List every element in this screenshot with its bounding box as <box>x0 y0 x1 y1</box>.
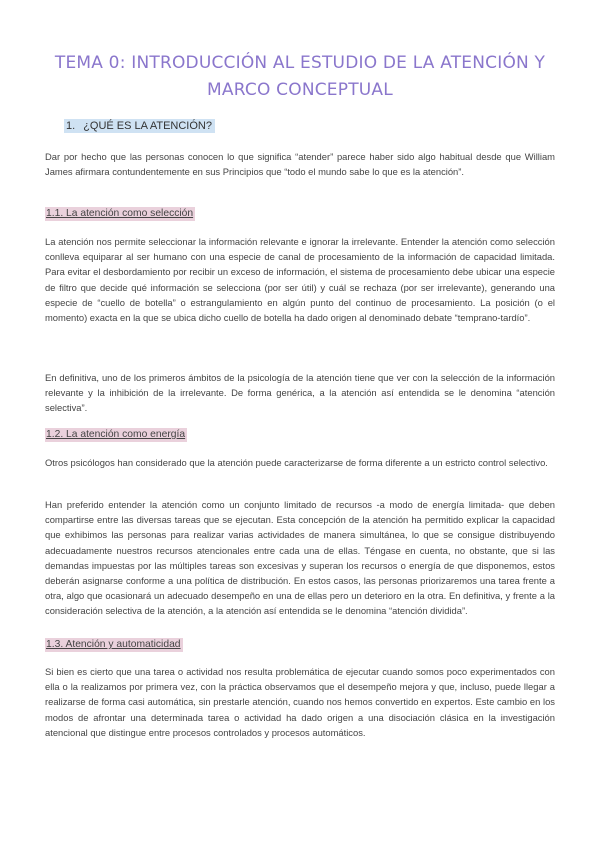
paragraph-seleccion-2: En definitiva, uno de los primeros ámbitos de la psicología de la atención tiene que ver con la selección de la información relevante y la inhibición de la irrelevante. De forma genérica, a la atención así entendida se le denomina “atención selectiva”. <box>45 372 555 414</box>
intro-paragraph: Dar por hecho que las personas conocen lo que significa “atender” parece haber sido algo habitual desde que William James afirmara contundentemente en sus Principios que “todo el mundo sabe lo que es la atención”. <box>45 151 555 178</box>
paragraph-automaticidad-1: Si bien es cierto que una tarea o actividad nos resulta problemática de ejecutar cuando somos poco experimentados con ella o la realizamos por primera vez, con la práctica observamos que el desempeño mejora y que, incluso, puede llegar a realizarse de forma casi automática, sin prestarle atención, cuando nos hemos convertido en expertos. Este cambio en los modos de afrontar una determinada tarea o actividad ha dado origen a una disociación clásica en la investigación atencional que distingue entre procesos controlados y procesos automáticos. <box>45 666 555 738</box>
section-heading-highlight <box>64 119 215 133</box>
subsection-heading-seleccion: 1.1. La atención como selección <box>46 208 194 219</box>
section-number: 1. <box>66 120 76 132</box>
paragraph-energia-2: Han preferido entender la atención como un conjunto limitado de recursos -a modo de energía limitada- que deben compartirse entre las diversas tareas que se ejecutan. Esta concepción de la atención ha permitido explicar la capacidad que exhibimos las personas para realizar varias actividades de manera simultánea, lo que se consigue distribuyendo adecuadamente nuestros recursos atencionales entre cada una de ellas. Téngase en cuenta, no obstante, que si las demandas impuestas por las múltiples tareas son excesivas y superan los recursos o energía de que disponemos, estos deberán asignarse conforme a una política de distribución. En estos casos, las personas priorizaremos una tarea frente a otra, algo que ocasionará un adecuado desempeño en una de ellas pero un deterioro en la otra. En definitiva, y frente a la consideración selectiva de la atención, a la atención así entendida se le denomina “atención dividida”. <box>45 499 555 617</box>
paragraph-seleccion-1: La atención nos permite seleccionar la información relevante e ignorar la irrelevante. Entender la atención como selección conlleva equiparar al ser humano con una especie de canal de procesamiento de la información de capacidad limitada. Para evitar el desbordamiento por recibir un exceso de información, el sistema de procesamiento debe ubicar una especie de filtro que decide qué información se selecciona (por ser útil) y cuál se rechaza (por ser irrelevante), generando una especie de “cuello de botella” o estrangulamiento en algún punto del continuo de procesamiento. La posición (o el momento) exacta en la que se ubica dicho cuello de botella ha dado origen al denominado debate “temprano-tardío”. <box>45 236 555 324</box>
section-heading <box>64 118 215 135</box>
paragraph-energia-1: Otros psicólogos han considerado que la atención puede caracterizarse de forma diferente a un estricto control selectivo. <box>45 457 548 468</box>
document-title: TEMA 0: INTRODUCCIÓN AL ESTUDIO DE LA ATENCIÓN Y MARCO CONCEPTUAL <box>54 53 546 100</box>
section-label: ¿QUÉ ES LA ATENCIÓN? <box>83 120 212 132</box>
subsection-heading-energia: 1.2. La atención como energía <box>46 429 186 440</box>
subsection-heading-automaticidad: 1.3. Atención y automaticidad <box>46 639 181 650</box>
